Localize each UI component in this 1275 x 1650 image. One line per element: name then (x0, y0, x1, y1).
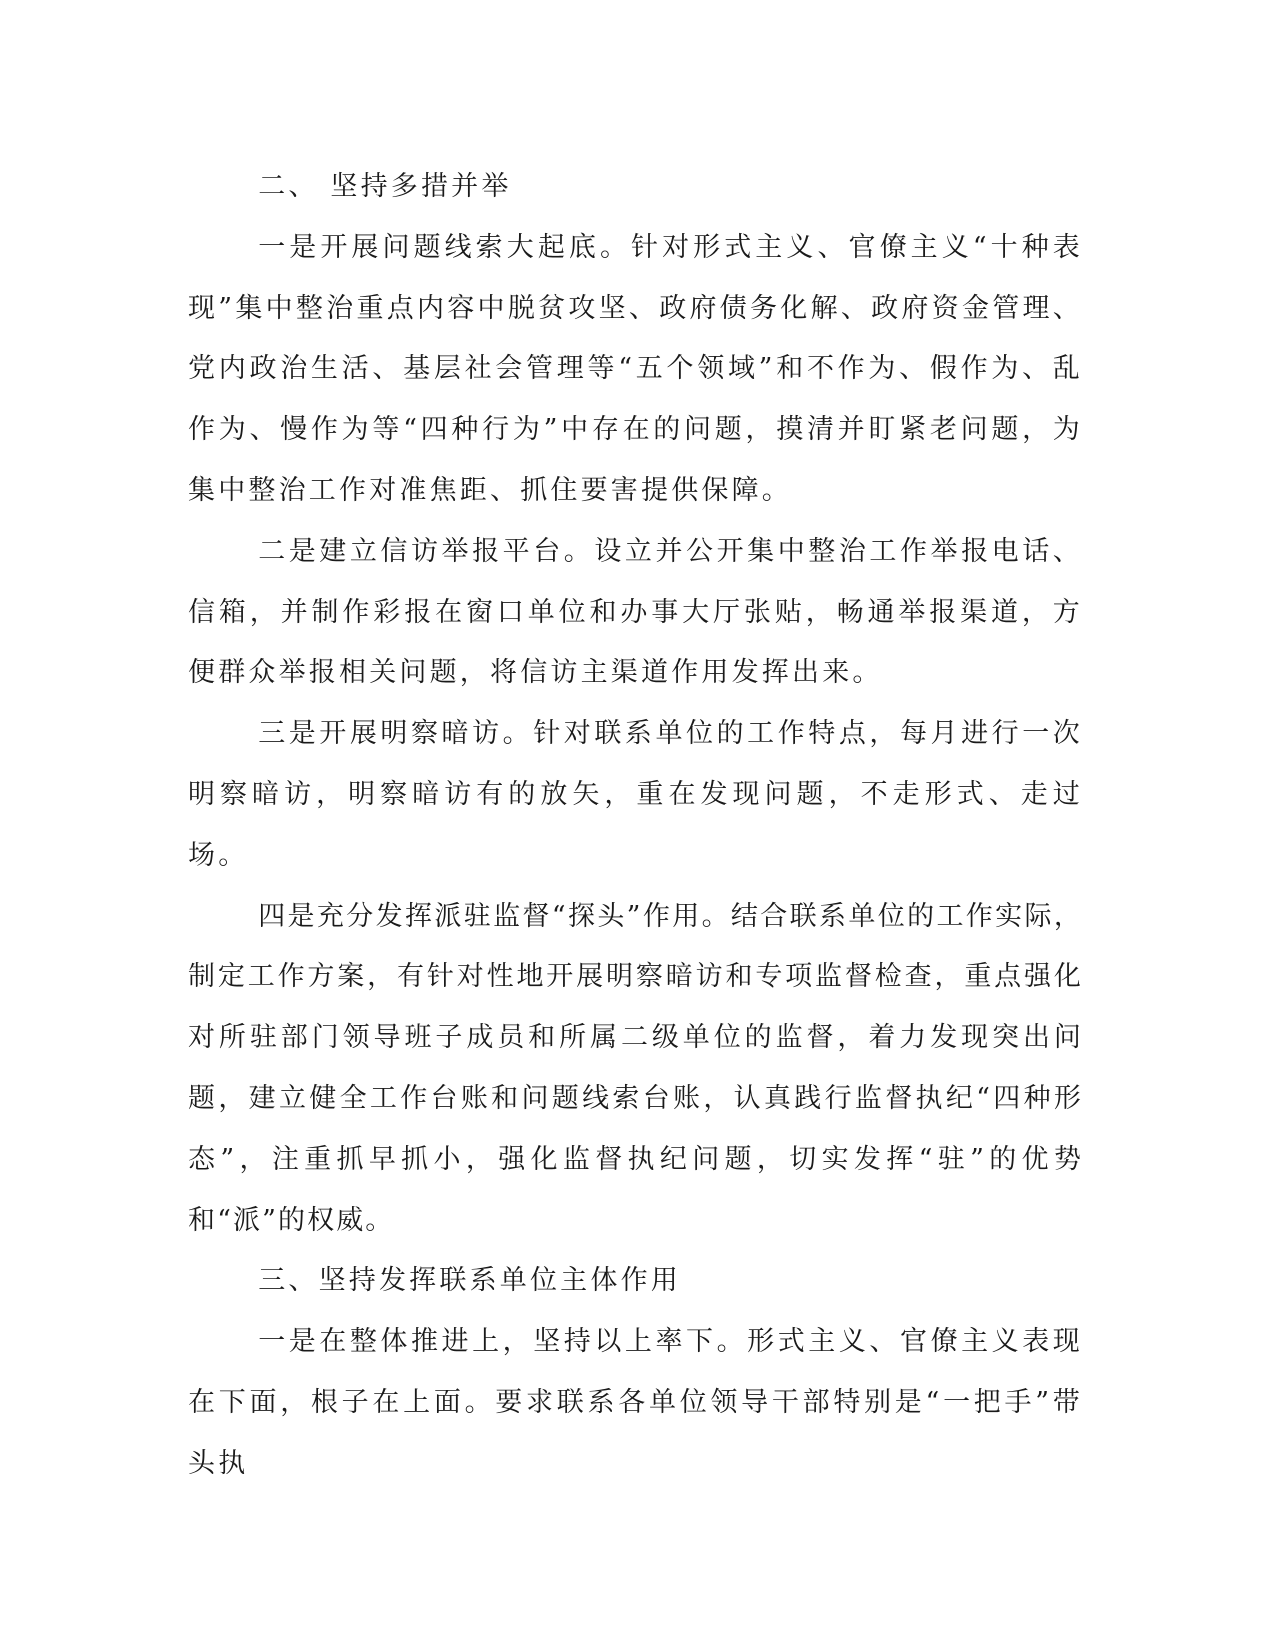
paragraph-overall-advance: 一是在整体推进上，坚持以上率下。形式主义、官僚主义表现在下面，根子在上面。要求联系各单位领导干部特别是“一把手”带头执 (188, 1326, 1083, 1479)
paragraph-problem-clues: 一是开展问题线索大起底。针对形式主义、官僚主义“十种表现”集中整治重点内容中脱贫攻坚、政府债务化解、政府资金管理、党内政治生活、基层社会管理等“五个领域”和不作为、假作为、乱作为、慢作为等“四种行为”中存在的问题，摸清并盯紧老问题，为集中整治工作对准焦距、抓住要害提供保障。 (188, 231, 1083, 506)
paragraph-resident-supervision: 四是充分发挥派驻监督“探头”作用。结合联系单位的工作实际，制定工作方案，有针对性地开展明察暗访和专项监督检查，重点强化对所驻部门领导班子成员和所属二级单位的监督，着力发现突出问题，建立健全工作台账和问题线索台账，认真践行监督执纪“四种形态”，注重抓早抓小，强化监督执纪问题，切实发挥“驻”的优势和“派”的权威。 (188, 900, 1083, 1236)
paragraph-unannounced-visits: 三是开展明察暗访。针对联系单位的工作特点，每月进行一次明察暗访，明察暗访有的放矢，重在发现问题，不走形式、走过场。 (188, 718, 1083, 871)
paragraph-petition-platform: 二是建立信访举报平台。设立并公开集中整治工作举报电话、信箱，并制作彩报在窗口单位和办事大厅张贴，畅通举报渠道，方便群众举报相关问题，将信访主渠道作用发挥出来。 (188, 535, 1083, 689)
section-heading-2: 二、 坚持多措并举 (258, 171, 512, 202)
document-body (188, 157, 1083, 1495)
section-heading-3: 三、坚持发挥联系单位主体作用 (258, 1265, 681, 1297)
